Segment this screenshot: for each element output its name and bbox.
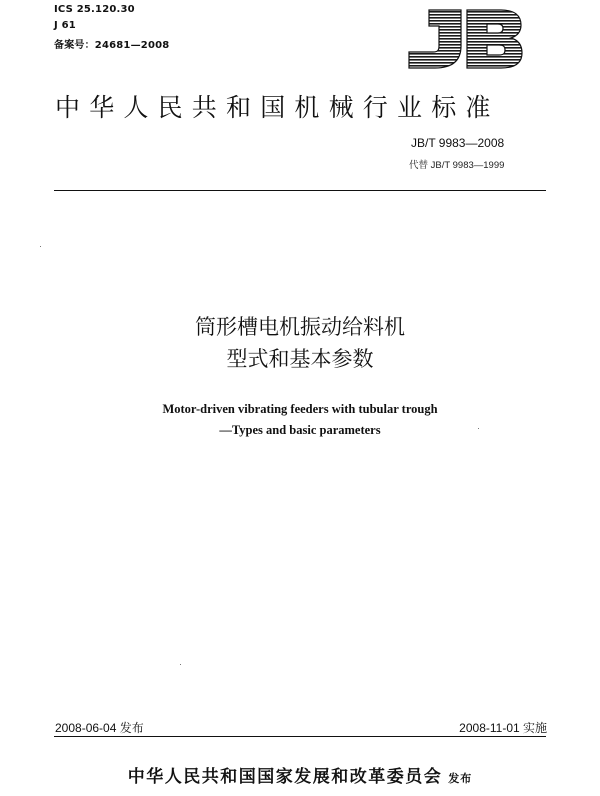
issuing-authority (0, 762, 600, 787)
replaces-standard: 代替 JB/T 9983—1999 (409, 160, 505, 171)
footer-divider (54, 736, 546, 737)
chinese-title-line-2: 型式和基本参数 (226, 347, 374, 371)
header-divider (54, 190, 546, 191)
ics-code: ICS 25.120.30 (54, 4, 135, 15)
implementation-date: 2008-11-01 实施 (459, 721, 547, 735)
chinese-title-line-1: 筒形槽电机振动给料机 (195, 315, 405, 339)
issuer-suffix: 发布 (448, 772, 473, 785)
english-title-line-2: —Types and basic parameters (219, 423, 381, 437)
english-title-line-1: Motor-driven vibrating feeders with tubular trough (162, 402, 438, 416)
scan-speck (180, 664, 181, 665)
publication-date: 2008-06-04 发布 (55, 721, 144, 735)
industry-standard-heading: 中华人民共和国机械行业标准 (55, 93, 500, 122)
standard-number: JB/T 9983—2008 (411, 136, 505, 150)
jb-logo (405, 8, 523, 70)
scan-speck (478, 428, 479, 429)
record-number: 备案号：24681—2008 (54, 40, 170, 51)
issuer-name: 中华人民共和国国家发展和改革委员会 (127, 767, 443, 787)
class-code: J 61 (54, 20, 76, 31)
scan-speck (40, 246, 41, 247)
